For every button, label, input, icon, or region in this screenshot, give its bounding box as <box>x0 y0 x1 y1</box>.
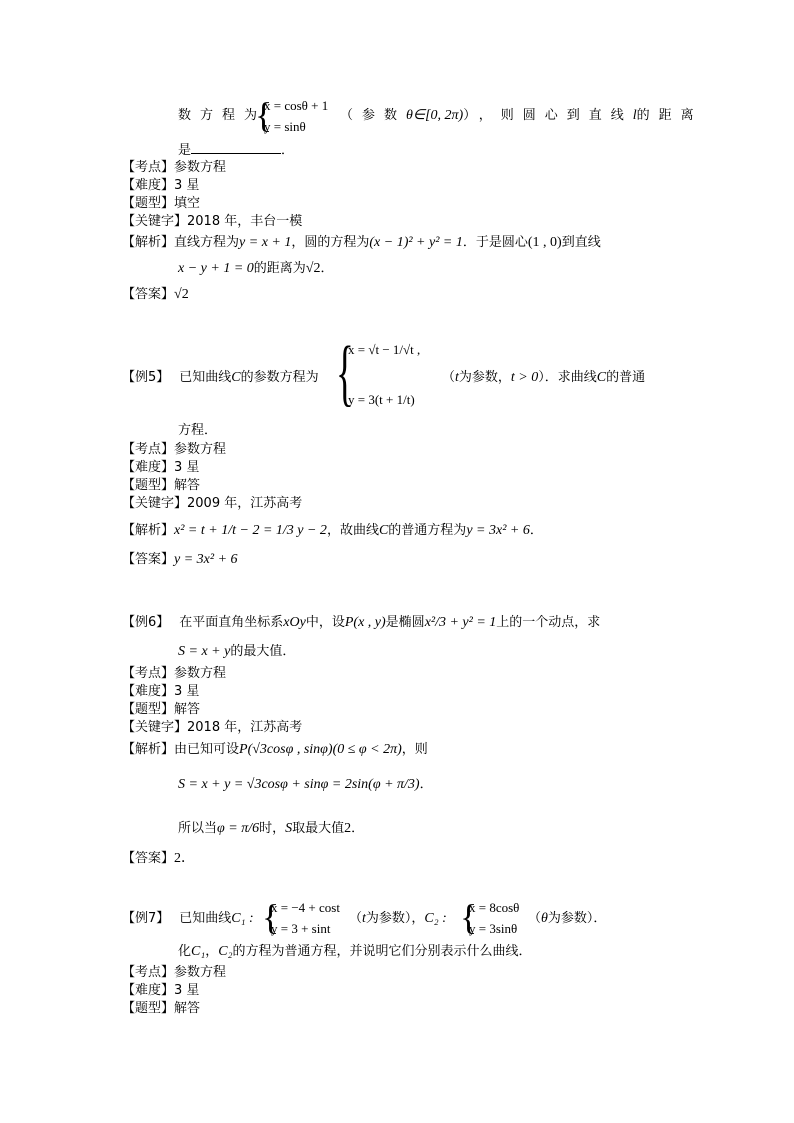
daan-row <box>122 850 195 868</box>
example-5-line-1 <box>122 369 319 387</box>
math-C2: C₂ : <box>424 911 447 926</box>
tixing-row <box>122 477 200 495</box>
math: (x − 1)² + y² = 1 <box>369 235 463 250</box>
text: ，故曲线 <box>326 523 379 538</box>
math: √2 <box>305 261 321 276</box>
example-tag: 【例6】 <box>122 615 170 630</box>
parametric-y: y = 3(t + 1/t) <box>348 392 415 407</box>
text: ． <box>320 261 334 276</box>
tag: 【题型】 <box>122 478 175 493</box>
text: 是 <box>178 143 192 158</box>
text: 为参数）， <box>365 911 425 926</box>
value: 填空 <box>174 196 201 211</box>
math-t: t <box>362 911 366 926</box>
tixing-row <box>122 1000 200 1018</box>
parametric-y: y = 3 + sint <box>271 921 331 936</box>
jiexi-row-2 <box>178 260 334 278</box>
math-theta-range: θ∈[0, 2π) <box>406 108 464 123</box>
tag: 【答案】 <box>122 552 175 567</box>
answer-value: √2 <box>174 287 189 302</box>
left-brace: { <box>460 897 478 937</box>
tag: 【考点】 <box>122 666 175 681</box>
text: 直线方程为 <box>174 235 240 250</box>
math: x² = t + 1/t − 2 = 1/3 y − 2 <box>174 523 327 538</box>
nandu-row <box>122 982 199 1000</box>
text: 上的一个动点，求 <box>496 615 601 630</box>
text: （ <box>528 911 542 926</box>
text: ． <box>351 821 365 836</box>
math-t: t <box>455 370 459 385</box>
value: 2018 年，丰台一模 <box>187 214 303 229</box>
text: （参数 <box>340 108 407 123</box>
example-7-line-1b <box>349 910 447 928</box>
value: 3 星 <box>174 178 200 193</box>
value: 参数方程 <box>174 965 227 980</box>
parametric-y: y = sinθ <box>264 119 306 134</box>
math: t > 0 <box>510 370 539 385</box>
text: 的距离 <box>636 108 703 123</box>
math: S = x + y <box>178 644 231 659</box>
math-S: S <box>285 821 293 836</box>
text: ， <box>205 944 219 959</box>
parametric-x: x = −4 + cost <box>271 900 340 915</box>
nandu-row <box>122 459 199 477</box>
text: 的普通 <box>606 370 646 385</box>
guanjianzi-row <box>122 213 302 231</box>
text: ． <box>529 523 543 538</box>
daan-row <box>122 551 238 569</box>
text: 的普通方程为 <box>388 523 467 538</box>
tag: 【关键字】 <box>122 496 188 511</box>
parametric-x: x = 8cosθ <box>469 900 520 915</box>
tag: 【考点】 <box>122 965 175 980</box>
answer-value: y = 3x² + 6 <box>174 552 238 567</box>
math-C2: C₂ <box>218 944 233 959</box>
text: 的最大值． <box>230 644 296 659</box>
example-6-line-2 <box>178 643 295 661</box>
tag: 【难度】 <box>122 460 175 475</box>
math-C1: C₁ : <box>231 911 254 926</box>
text: 的方程为普通方程，并说明它们分别表示什么曲线． <box>232 944 532 959</box>
tag: 【答案】 <box>122 287 175 302</box>
left-brace: { <box>255 95 273 135</box>
tag: 【考点】 <box>122 160 175 175</box>
guanjianzi-row <box>122 719 302 737</box>
math-C: C <box>378 523 389 538</box>
jiexi-row-3 <box>178 820 364 838</box>
math-l: l <box>632 108 637 123</box>
example-tag: 【例7】 <box>122 911 170 926</box>
kaodian-row <box>122 964 226 982</box>
text: 是椭圆 <box>385 615 425 630</box>
value: 3 星 <box>174 983 200 998</box>
value: 3 星 <box>174 684 200 699</box>
left-brace: { <box>336 332 354 414</box>
example-5-line-1b <box>442 369 645 387</box>
tag: 【题型】 <box>122 196 175 211</box>
kaodian-row <box>122 665 226 683</box>
tag: 【解析】 <box>122 235 175 250</box>
value: 参数方程 <box>174 666 227 681</box>
math: φ = π/6 <box>217 821 260 836</box>
tag: 【难度】 <box>122 178 175 193</box>
value: 解答 <box>174 702 201 717</box>
text: 为参数， <box>458 370 511 385</box>
answer-blank <box>191 141 281 154</box>
tag: 【答案】 <box>122 851 175 866</box>
guanjianzi-row <box>122 495 302 513</box>
tixing-row <box>122 701 200 719</box>
text: 取最大值 <box>292 821 345 836</box>
jiexi-row-2 <box>178 776 433 794</box>
fragment-question-line-2 <box>178 141 294 160</box>
example-5-line-2 <box>178 422 217 440</box>
math: S = x + y = √3cosφ + sinφ = 2sin(φ + π/3) <box>178 777 420 792</box>
text: ，则 <box>401 742 428 757</box>
example-tag: 【例5】 <box>122 370 170 385</box>
parametric-x: x = √t − 1/√t , <box>348 342 421 357</box>
answer-value: 2． <box>174 851 196 866</box>
text: 中，设 <box>305 615 345 630</box>
text: 由已知可设 <box>174 742 240 757</box>
text: （ <box>349 911 363 926</box>
value: 参数方程 <box>174 442 227 457</box>
tag: 【难度】 <box>122 983 175 998</box>
nandu-row <box>122 683 199 701</box>
text: 在平面直角坐标系 <box>179 615 284 630</box>
fragment-question-line-1 <box>178 107 266 125</box>
math: x − y + 1 = 0 <box>178 261 254 276</box>
jiexi-row-1 <box>122 741 428 759</box>
math: y = x + 1 <box>239 235 292 250</box>
math: 2 <box>344 821 352 836</box>
math-C: C <box>231 370 241 385</box>
tag: 【题型】 <box>122 1001 175 1016</box>
value: 解答 <box>174 1001 201 1016</box>
math: y = 3x² + 6 <box>466 523 530 538</box>
kaodian-row <box>122 441 226 459</box>
text: ． <box>419 777 433 792</box>
example-7-line-1c <box>528 910 606 928</box>
text: 为参数）． <box>547 911 607 926</box>
text: ．于是圆心 <box>462 235 528 250</box>
jiexi-row-1 <box>122 234 601 252</box>
tag: 【题型】 <box>122 702 175 717</box>
text: 到直线 <box>561 235 601 250</box>
value: 解答 <box>174 478 201 493</box>
tag: 【解析】 <box>122 742 175 757</box>
text: 数方程为 <box>178 108 267 123</box>
nandu-row <box>122 177 199 195</box>
text: ）．求曲线 <box>538 370 597 385</box>
math-ellipse: x²/3 + y² = 1 <box>424 615 497 630</box>
math: P(x , y) <box>344 615 386 630</box>
text: 已知曲线 <box>179 370 232 385</box>
value: 2009 年，江苏高考 <box>187 496 303 511</box>
tixing-row <box>122 195 200 213</box>
example-6-line-1 <box>122 614 600 632</box>
tag: 【难度】 <box>122 684 175 699</box>
text: ． <box>281 143 295 158</box>
jiexi-row <box>122 522 543 540</box>
text: 化 <box>178 944 192 959</box>
text: 方程． <box>178 423 218 438</box>
text: ，圆的方程为 <box>291 235 370 250</box>
tag: 【考点】 <box>122 442 175 457</box>
parametric-y: y = 3sinθ <box>469 921 518 936</box>
text: 所以当 <box>178 821 218 836</box>
text: 的参数方程为 <box>240 370 319 385</box>
example-7-line-1 <box>122 910 254 928</box>
tag: 【关键字】 <box>122 720 188 735</box>
kaodian-row <box>122 159 226 177</box>
text: （ <box>442 370 456 385</box>
text: 的距离为 <box>253 261 306 276</box>
value: 2018 年，江苏高考 <box>187 720 303 735</box>
math-theta: θ <box>541 911 548 926</box>
math-C1: C₁ <box>191 944 206 959</box>
daan-row <box>122 286 189 304</box>
value: 参数方程 <box>174 160 227 175</box>
math: (1 , 0) <box>527 235 562 250</box>
value: 3 星 <box>174 460 200 475</box>
tag: 【关键字】 <box>122 214 188 229</box>
fragment-question-line-1b <box>340 107 703 125</box>
math-C: C <box>596 370 607 385</box>
tag: 【解析】 <box>122 523 175 538</box>
math: xOy <box>283 615 306 630</box>
text: ），则圆心到直线 <box>463 108 633 123</box>
left-brace: { <box>262 897 280 937</box>
text: 已知曲线 <box>179 911 232 926</box>
math: P(√3cosφ , sinφ)(0 ≤ φ < 2π) <box>239 742 402 757</box>
example-7-line-2 <box>178 943 531 961</box>
parametric-x: x = cosθ + 1 <box>264 98 329 113</box>
text: 时， <box>259 821 286 836</box>
